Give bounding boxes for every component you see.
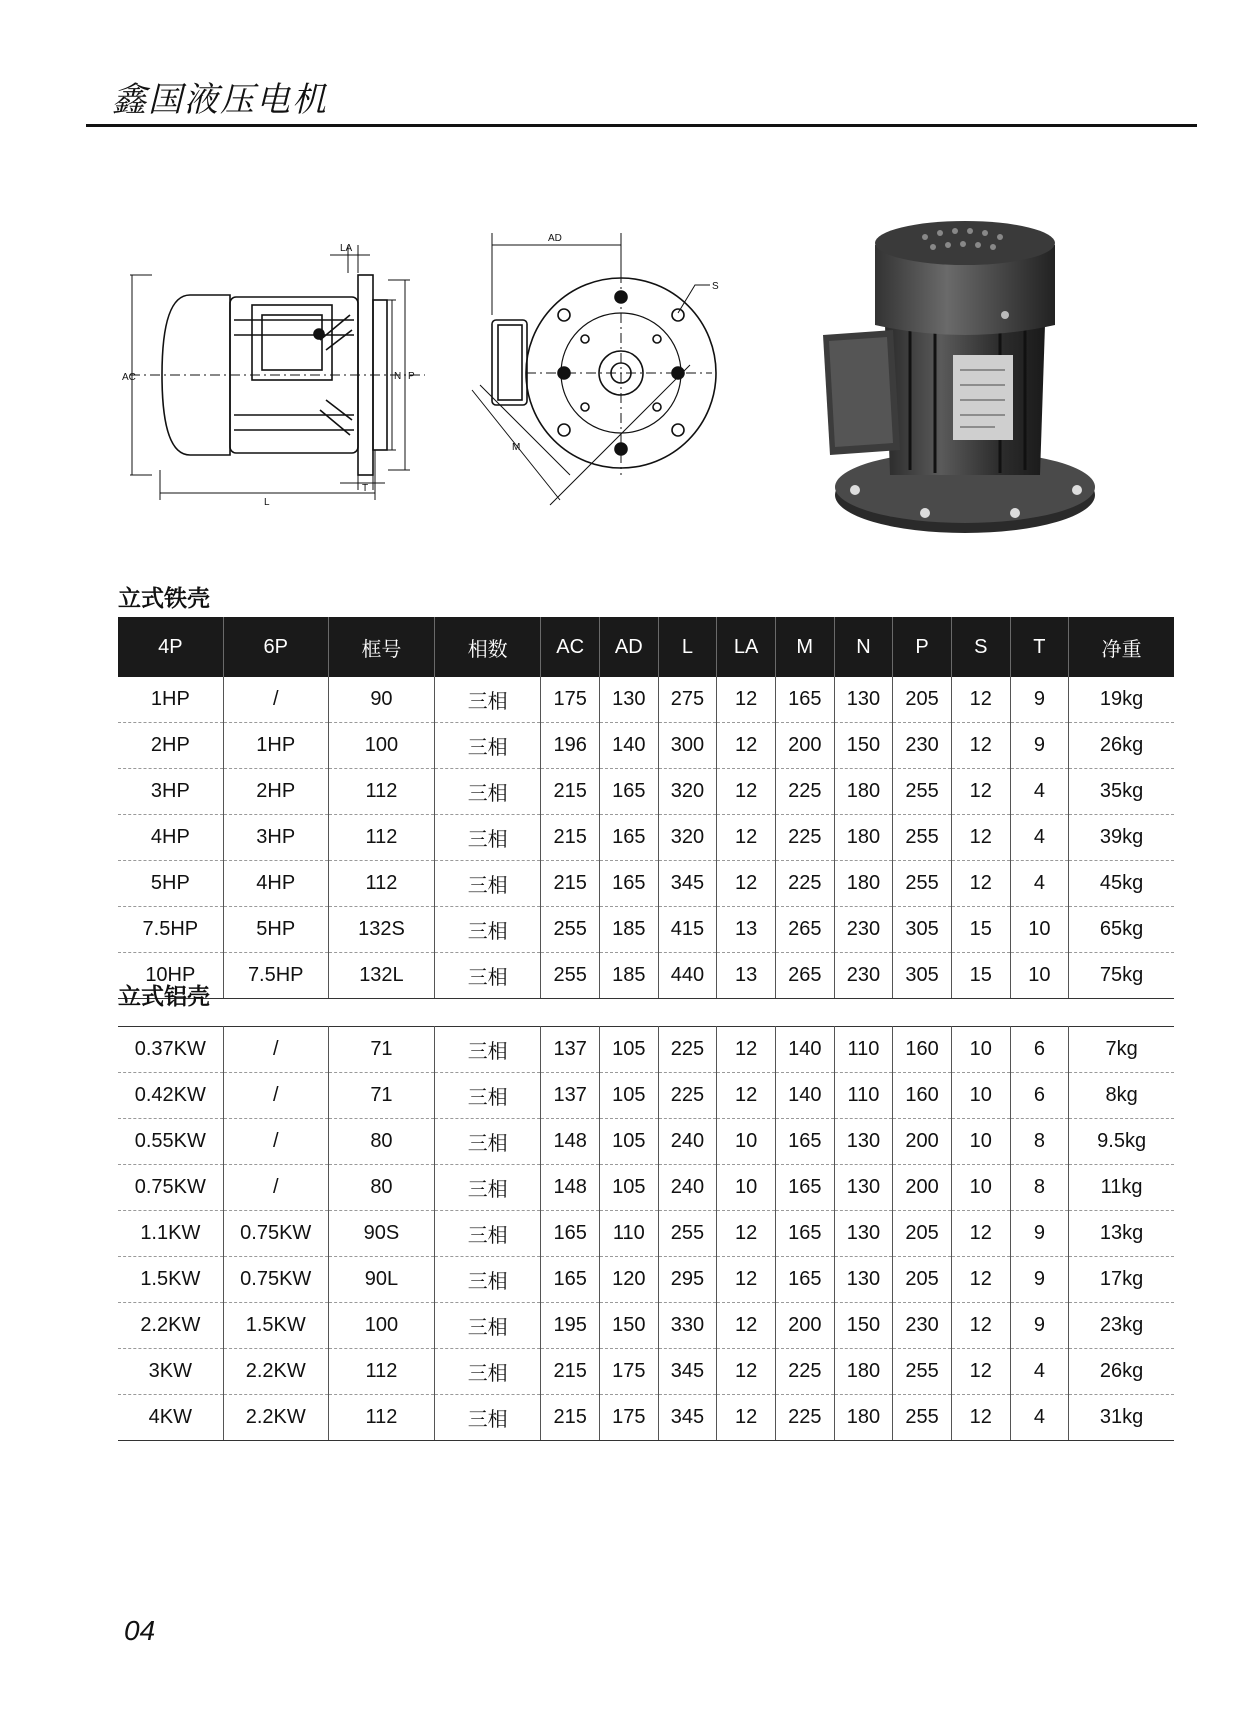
table-cell: 130 [834,677,893,723]
table-row [118,861,1174,907]
table-cell: 215 [541,769,600,815]
table-cell: 三相 [435,1027,541,1073]
dim-label-s: S [712,281,719,292]
table-row [118,1119,1174,1165]
table-cell: 9 [1010,1211,1069,1257]
dim-label-n: N [394,371,402,382]
table-cell: 1.5KW [223,1303,328,1349]
table-cell: 215 [541,1395,600,1441]
table-cell: 26kg [1069,723,1174,769]
table-cell: 230 [834,953,893,999]
table-cell: 12 [951,723,1010,769]
header-rule [86,124,1197,127]
table-cell: 0.75KW [223,1257,328,1303]
table-cell: 225 [775,769,834,815]
table-cell: 130 [834,1257,893,1303]
table-cell: 12 [951,861,1010,907]
table-cell: 165 [541,1257,600,1303]
table-cell: 2.2KW [223,1349,328,1395]
table-row [118,1027,1174,1073]
section-title-aluminum: 立式铝壳 [118,984,210,1010]
table-cell: 230 [893,1303,952,1349]
table-cell: 90S [328,1211,434,1257]
table-cell: 255 [893,1395,952,1441]
table-cell: 105 [599,1165,658,1211]
table-cell: 6 [1010,1073,1069,1119]
table-cell: 10 [717,1165,776,1211]
table-cell: 330 [658,1303,717,1349]
table-cell: 12 [951,1211,1010,1257]
table-cell: 12 [717,1073,776,1119]
table-row [118,907,1174,953]
table-cell: 440 [658,953,717,999]
table-cell: 200 [893,1165,952,1211]
table-cell: 4 [1010,1349,1069,1395]
motor-product-photo [815,205,1105,560]
table-cell: 1HP [118,677,223,723]
dim-label-t: T [362,483,369,494]
table-cell: 180 [834,815,893,861]
table-cell: 12 [951,1303,1010,1349]
table-cell: 120 [599,1257,658,1303]
table-cell: 8 [1010,1119,1069,1165]
table-cell: 4 [1010,861,1069,907]
table-cell: 31kg [1069,1395,1174,1441]
table-cell: 12 [717,1395,776,1441]
table-cell: 4KW [118,1395,223,1441]
table-cell: 255 [893,1349,952,1395]
column-header-l: L [658,617,717,677]
table-cell: 105 [599,1119,658,1165]
table-cell: 130 [834,1211,893,1257]
table-cell: 8 [1010,1165,1069,1211]
table-cell: 255 [893,861,952,907]
column-header-frame: 框号 [328,617,434,677]
table-cell: 17kg [1069,1257,1174,1303]
table-cell: 0.37KW [118,1027,223,1073]
column-header-6p: 6P [223,617,328,677]
column-header-p: P [893,617,952,677]
table-cell: 205 [893,1257,952,1303]
table-cell: 165 [599,769,658,815]
table-cell: 三相 [435,953,541,999]
table-cell: 180 [834,769,893,815]
table-cell: 9 [1010,1303,1069,1349]
table-cell: 130 [599,677,658,723]
table-cell: 100 [328,1303,434,1349]
table-row [118,1073,1174,1119]
table-cell: 110 [599,1211,658,1257]
table-cell: 180 [834,861,893,907]
table-row [118,1257,1174,1303]
table-cell: 112 [328,815,434,861]
table-cell: 2.2KW [223,1395,328,1441]
table-cell: 132L [328,953,434,999]
table-cell: 35kg [1069,769,1174,815]
table-cell: 225 [658,1027,717,1073]
table-cell: 165 [599,815,658,861]
table-cell: 6 [1010,1027,1069,1073]
page-number: 04 [124,1615,156,1646]
table-cell: 185 [599,907,658,953]
table-cell: 130 [834,1119,893,1165]
table-cell: 230 [893,723,952,769]
table-cell: 三相 [435,677,541,723]
table-cell: 2.2KW [118,1303,223,1349]
table-cell: 205 [893,677,952,723]
table-cell: 12 [951,769,1010,815]
table-cell: 140 [775,1073,834,1119]
table-cell: 80 [328,1165,434,1211]
table-cell: 196 [541,723,600,769]
table-cell: 12 [717,1211,776,1257]
column-header-ad: AD [599,617,658,677]
table-cell: 12 [951,1257,1010,1303]
table-cell: 305 [893,907,952,953]
table-cell: 320 [658,769,717,815]
table-cell: 10 [951,1165,1010,1211]
table-cell: 200 [775,723,834,769]
table-cell: 90L [328,1257,434,1303]
iron-table-body [118,677,1174,999]
table-cell: 225 [775,861,834,907]
table-cell: 12 [717,677,776,723]
table-cell: 9.5kg [1069,1119,1174,1165]
table-cell: 225 [775,815,834,861]
table-cell: 305 [893,953,952,999]
table-row [118,769,1174,815]
table-cell: / [223,1073,328,1119]
table-cell: 160 [893,1073,952,1119]
table-cell: 三相 [435,1349,541,1395]
table-cell: 10 [951,1119,1010,1165]
table-cell: 130 [834,1165,893,1211]
column-header-t: T [1010,617,1069,677]
table-cell: 7.5HP [118,907,223,953]
table-cell: 148 [541,1119,600,1165]
dim-label-l: L [264,497,270,508]
table-cell: 三相 [435,1395,541,1441]
table-cell: 205 [893,1211,952,1257]
table-cell: 255 [541,907,600,953]
spec-table-aluminum [118,1026,1174,1441]
table-cell: 13 [717,907,776,953]
table-cell: 9 [1010,723,1069,769]
table-cell: 1.1KW [118,1211,223,1257]
table-row [118,1303,1174,1349]
table-cell: 165 [599,861,658,907]
table-cell: 1.5KW [118,1257,223,1303]
table-cell: 15 [951,907,1010,953]
table-cell: 175 [599,1395,658,1441]
table-cell: 10 [951,1073,1010,1119]
table-cell: / [223,677,328,723]
table-cell: 255 [541,953,600,999]
table-cell: 165 [541,1211,600,1257]
table-cell: 140 [775,1027,834,1073]
table-cell: 4 [1010,1395,1069,1441]
table-cell: 112 [328,1349,434,1395]
table-cell: 240 [658,1119,717,1165]
table-cell: 三相 [435,907,541,953]
table-cell: 230 [834,907,893,953]
table-cell: 140 [599,723,658,769]
table-cell: 175 [599,1349,658,1395]
side-view-drawing [122,243,460,520]
table-cell: 80 [328,1119,434,1165]
table-cell: 0.75KW [223,1211,328,1257]
dim-label-p: P [408,371,415,382]
table-cell: 11kg [1069,1165,1174,1211]
table-row [118,1165,1174,1211]
spec-table-iron [118,617,1174,999]
table-cell: 三相 [435,1073,541,1119]
table-header-row [118,617,1174,677]
aluminum-table-body [118,1027,1174,1441]
table-cell: 112 [328,1395,434,1441]
column-header-4p: 4P [118,617,223,677]
table-cell: 12 [951,1349,1010,1395]
table-cell: 71 [328,1027,434,1073]
column-header-m: M [775,617,834,677]
table-row [118,1349,1174,1395]
table-cell: 255 [893,769,952,815]
table-cell: 65kg [1069,907,1174,953]
table-cell: 1HP [223,723,328,769]
table-cell: 三相 [435,1303,541,1349]
table-cell: 132S [328,907,434,953]
table-cell: 345 [658,1349,717,1395]
table-cell: 3HP [223,815,328,861]
table-cell: 三相 [435,1119,541,1165]
table-cell: 200 [775,1303,834,1349]
table-cell: 10HP [118,953,223,999]
table-cell: 12 [951,1395,1010,1441]
table-cell: 215 [541,1349,600,1395]
table-cell: 185 [599,953,658,999]
column-header-la: LA [717,617,776,677]
table-cell: 12 [717,769,776,815]
table-cell: 5HP [223,907,328,953]
table-cell: 180 [834,1395,893,1441]
table-cell: 三相 [435,769,541,815]
table-cell: 26kg [1069,1349,1174,1395]
table-cell: 215 [541,861,600,907]
table-cell: 148 [541,1165,600,1211]
table-cell: 12 [951,677,1010,723]
table-cell: 4HP [223,861,328,907]
page-title: 鑫国液压电机 [112,80,328,120]
dim-label-ac: AC [122,372,136,383]
table-cell: 10 [951,1027,1010,1073]
table-cell: 7kg [1069,1027,1174,1073]
table-cell: 12 [717,1349,776,1395]
table-cell: 200 [893,1119,952,1165]
table-cell: 9 [1010,1257,1069,1303]
table-cell: 12 [717,1303,776,1349]
column-header-weight: 净重 [1069,617,1174,677]
table-cell: 三相 [435,861,541,907]
table-cell: 45kg [1069,861,1174,907]
table-cell: 137 [541,1073,600,1119]
table-row [118,953,1174,999]
table-cell: 265 [775,953,834,999]
table-cell: 9 [1010,677,1069,723]
table-cell: 2HP [223,769,328,815]
table-cell: 12 [717,1257,776,1303]
table-cell: 345 [658,1395,717,1441]
table-row [118,723,1174,769]
table-cell: 150 [834,723,893,769]
table-cell: 75kg [1069,953,1174,999]
table-cell: 240 [658,1165,717,1211]
table-cell: 225 [658,1073,717,1119]
table-cell: 150 [599,1303,658,1349]
table-cell: 三相 [435,723,541,769]
table-cell: 10 [1010,953,1069,999]
table-cell: 265 [775,907,834,953]
table-cell: 110 [834,1073,893,1119]
table-cell: 415 [658,907,717,953]
table-cell: 12 [951,815,1010,861]
table-cell: 三相 [435,1165,541,1211]
table-cell: 三相 [435,815,541,861]
table-cell: 165 [775,1257,834,1303]
table-cell: 105 [599,1027,658,1073]
table-cell: 15 [951,953,1010,999]
dim-label-m: M [512,442,521,453]
table-cell: 295 [658,1257,717,1303]
table-cell: 90 [328,677,434,723]
table-cell: 13kg [1069,1211,1174,1257]
table-cell: 2HP [118,723,223,769]
table-cell: 345 [658,861,717,907]
table-cell: 8kg [1069,1073,1174,1119]
table-cell: 137 [541,1027,600,1073]
table-cell: 100 [328,723,434,769]
column-header-s: S [951,617,1010,677]
table-cell: 12 [717,723,776,769]
table-cell: 165 [775,1211,834,1257]
table-cell: 255 [893,815,952,861]
table-cell: 195 [541,1303,600,1349]
column-header-phase: 相数 [435,617,541,677]
table-cell: / [223,1165,328,1211]
table-cell: 112 [328,769,434,815]
table-cell: 110 [834,1027,893,1073]
table-cell: 165 [775,1165,834,1211]
table-row [118,1211,1174,1257]
table-cell: 175 [541,677,600,723]
front-view-drawing [450,225,740,530]
table-cell: 12 [717,1027,776,1073]
table-cell: 165 [775,1119,834,1165]
table-cell: 320 [658,815,717,861]
table-cell: 10 [717,1119,776,1165]
table-cell: 180 [834,1349,893,1395]
table-cell: 225 [775,1395,834,1441]
table-cell: 3HP [118,769,223,815]
table-cell: 215 [541,815,600,861]
table-row [118,677,1174,723]
section-title-iron: 立式铁壳 [118,586,210,612]
table-cell: 13 [717,953,776,999]
table-cell: 165 [775,677,834,723]
table-cell: 160 [893,1027,952,1073]
table-cell: 300 [658,723,717,769]
table-cell: 三相 [435,1211,541,1257]
table-cell: 10 [1010,907,1069,953]
table-row [118,1395,1174,1441]
table-cell: 12 [717,861,776,907]
table-cell: 0.55KW [118,1119,223,1165]
table-cell: 19kg [1069,677,1174,723]
table-cell: 4HP [118,815,223,861]
table-cell: 5HP [118,861,223,907]
table-cell: 255 [658,1211,717,1257]
dim-label-la: LA [340,243,353,254]
table-cell: 225 [775,1349,834,1395]
table-cell: 105 [599,1073,658,1119]
table-cell: 3KW [118,1349,223,1395]
table-cell: 0.75KW [118,1165,223,1211]
table-cell: 150 [834,1303,893,1349]
table-cell: 4 [1010,815,1069,861]
table-cell: / [223,1027,328,1073]
table-cell: 275 [658,677,717,723]
table-cell: 23kg [1069,1303,1174,1349]
dim-label-ad: AD [548,233,562,244]
table-cell: 12 [717,815,776,861]
table-cell: 0.42KW [118,1073,223,1119]
table-cell: 三相 [435,1257,541,1303]
table-cell: 71 [328,1073,434,1119]
table-cell: 4 [1010,769,1069,815]
table-cell: 7.5HP [223,953,328,999]
column-header-ac: AC [541,617,600,677]
column-header-n: N [834,617,893,677]
table-cell: 39kg [1069,815,1174,861]
table-cell: / [223,1119,328,1165]
table-cell: 112 [328,861,434,907]
table-row [118,815,1174,861]
